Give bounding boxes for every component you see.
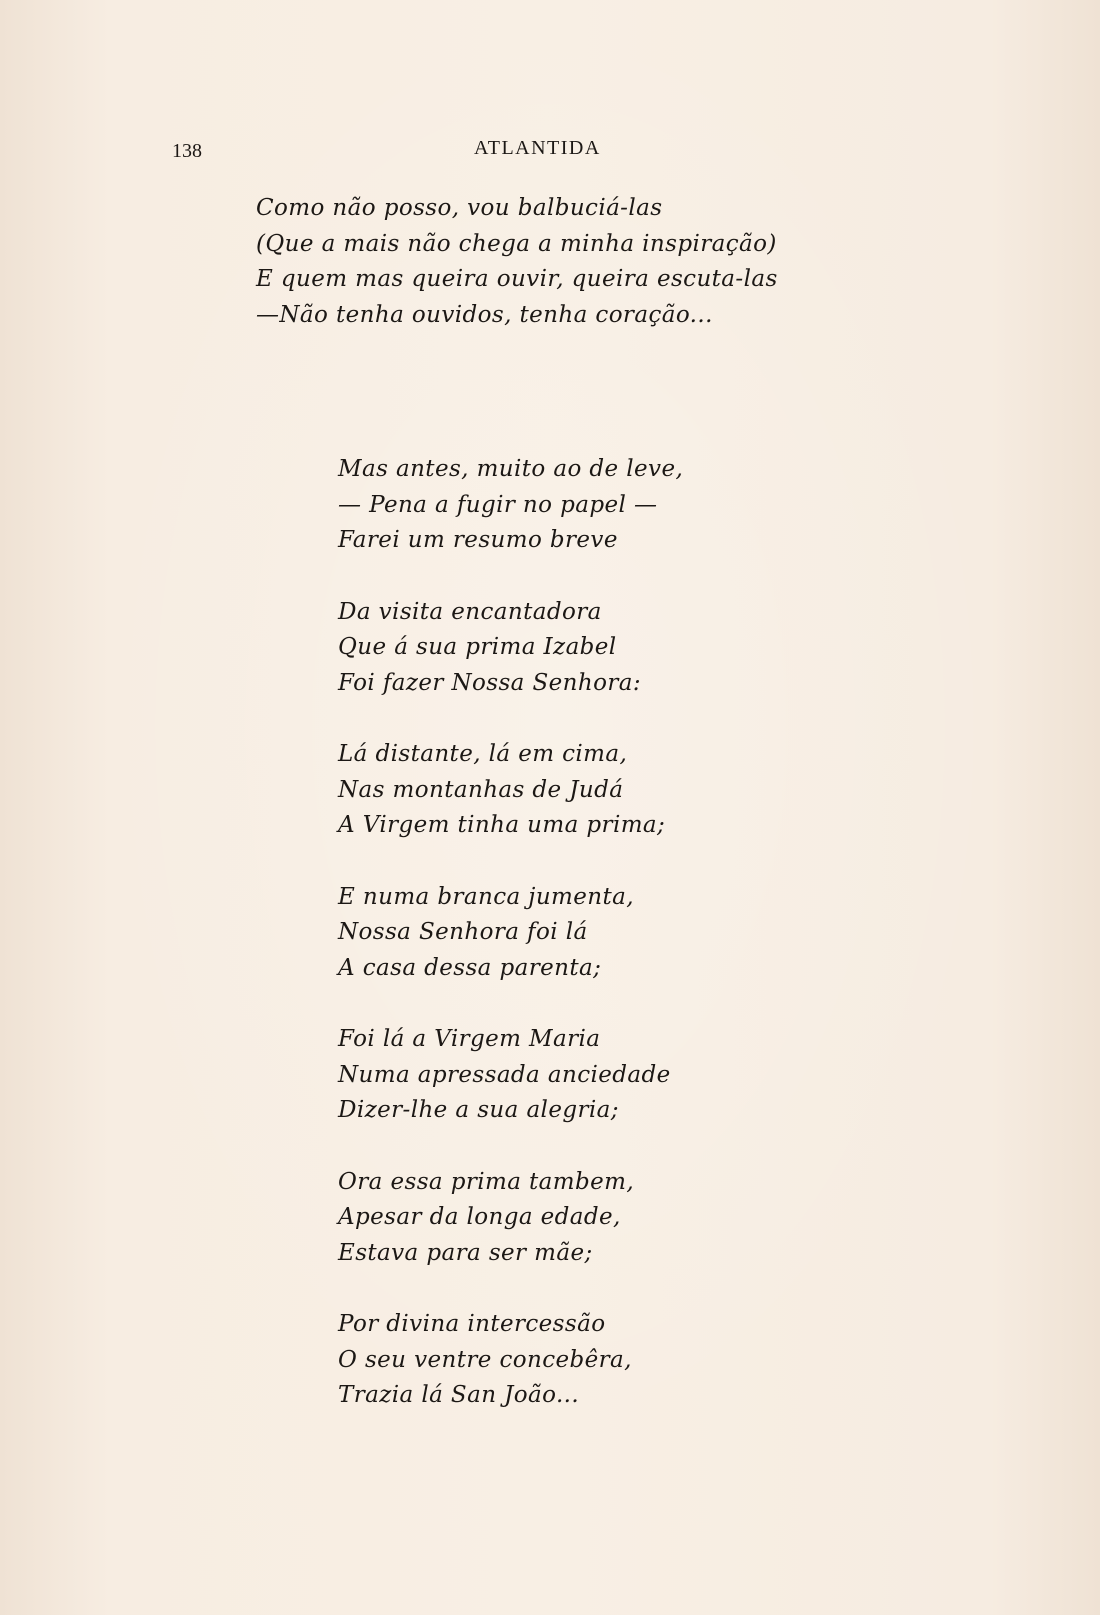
- poem-line: Como não posso, vou balbuciá-las: [256, 195, 663, 221]
- running-title: ATLANTIDA: [474, 137, 601, 159]
- poem-line: Por divina intercessão: [338, 1311, 606, 1337]
- poem-line: A Virgem tinha uma prima;: [338, 812, 666, 838]
- poem-line: Trazia lá San João...: [338, 1382, 580, 1408]
- poem-line: Mas antes, muito ao de leve,: [338, 456, 684, 482]
- stanza: [338, 452, 838, 559]
- poem-line: Que á sua prima Izabel: [338, 634, 617, 660]
- poem-line: Nas montanhas de Judá: [338, 776, 624, 803]
- stanza: [338, 1165, 838, 1272]
- poem-line: Foi lá a Virgem Maria: [338, 1026, 601, 1052]
- poem-line: (Que a mais não chega a minha inspiração): [256, 230, 777, 257]
- poem-line: Estava para ser mãe;: [338, 1239, 593, 1266]
- poem-line: Nossa Senhora foi lá: [338, 919, 588, 945]
- poem-line: Apesar da longa edade,: [338, 1204, 621, 1230]
- stanza: [338, 737, 838, 844]
- stanza: [338, 880, 838, 987]
- stanza: [338, 1307, 838, 1414]
- intro-stanza: [256, 191, 816, 333]
- poem-line: Farei um resumo breve: [338, 527, 618, 553]
- poem-line: Foi fazer Nossa Senhora:: [338, 669, 641, 696]
- stanza: [338, 1022, 838, 1129]
- poem-line: O seu ventre concebêra,: [338, 1346, 632, 1373]
- poem-line: Lá distante, lá em cima,: [338, 741, 628, 767]
- poem-body: [338, 452, 838, 1414]
- poem-line: Ora essa prima tambem,: [338, 1168, 635, 1195]
- stanza: [338, 595, 838, 702]
- page-number: 138: [172, 140, 202, 162]
- poem-line: Dizer-lhe a sua alegria;: [338, 1097, 619, 1123]
- poem-line: —Não tenha ouvidos, tenha coração...: [256, 301, 713, 328]
- poem-line: E numa branca jumenta,: [338, 883, 634, 910]
- poem-line: E quem mas queira ouvir, queira escuta-las: [256, 266, 778, 292]
- poem-line: Da visita encantadora: [338, 598, 602, 625]
- poem-line: A casa dessa parenta;: [338, 954, 602, 981]
- poem-line: — Pena a fugir no papel —: [338, 491, 658, 518]
- poem-line: Numa apressada anciedade: [338, 1061, 671, 1088]
